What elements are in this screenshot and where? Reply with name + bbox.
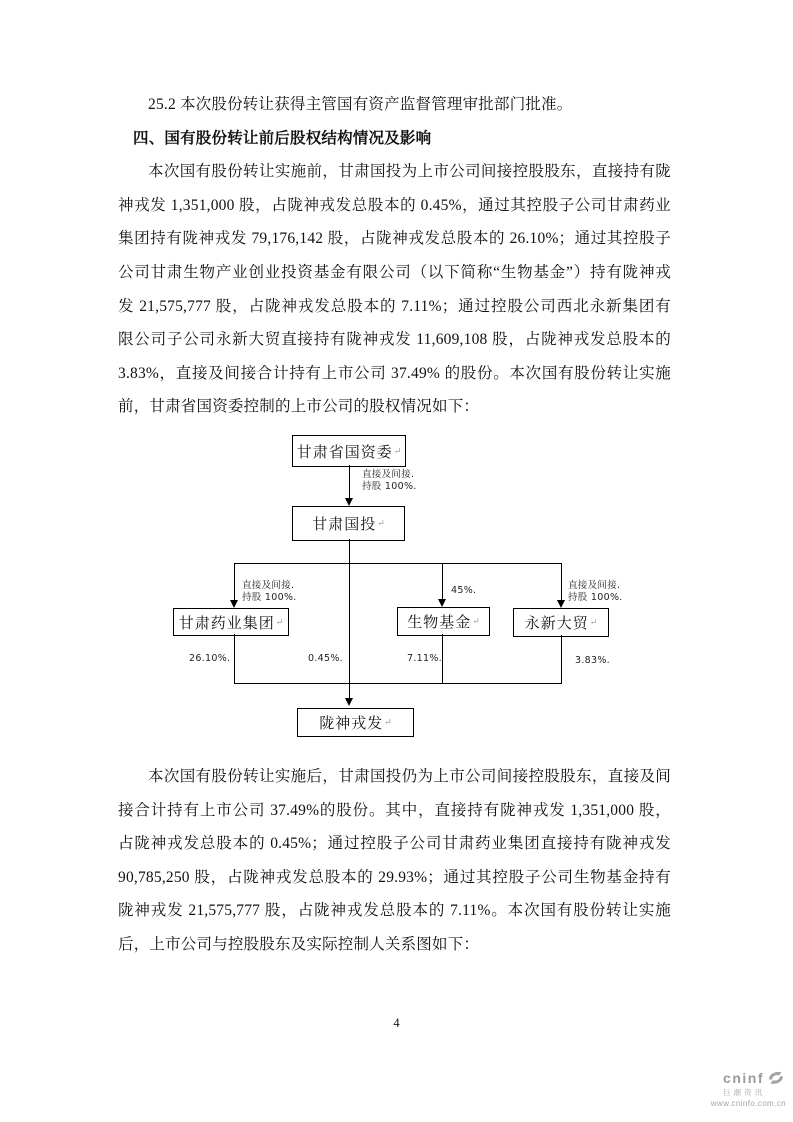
edge-label-line: 直接及间接. (362, 469, 415, 480)
node-trade (513, 608, 609, 637)
cninfo-logo (676, 1070, 786, 1108)
page-number: 4 (393, 1016, 400, 1030)
node-biofund-label: 生物基金 (407, 615, 472, 631)
edge-trade-listed (561, 635, 562, 684)
edge-label-line: 直接及间接. (242, 580, 295, 591)
node-pharma (173, 608, 289, 636)
node-investor (292, 506, 405, 541)
node-listed-label: 陇神戎发 (319, 716, 384, 732)
logo-url: www.cninfo.com.cn (710, 1099, 786, 1108)
arrowhead-icon (345, 698, 353, 706)
node-gov (292, 435, 406, 467)
edge-label-investor-pharma (242, 580, 297, 604)
node-gov-label: 甘肃省国资委 (296, 444, 393, 461)
edge-label-line: 直接及间接. (568, 580, 621, 591)
logo-chinese-name: 巨潮资讯 (723, 1088, 765, 1097)
para-line: 占陇神戎发总股本的 0.45%；通过控股子公司甘肃药业集团直接持有陇神戎发 (118, 835, 671, 853)
pct-label-direct: 0.45%. (308, 653, 343, 664)
para-line: 前，甘肃省国资委控制的上市公司的股权情况如下： (118, 398, 480, 416)
para-line: 公司甘肃生物产业创业投资基金有限公司（以下简称“生物基金”）持有陇神戎 (118, 263, 671, 281)
edge-pharma-listed (234, 634, 235, 684)
para-line: 发 21,575,777 股，占陇神戎发总股本的 7.11%；通过控股公司西北永新集团有 (118, 297, 671, 315)
edge-label-line: 持股 100%. (362, 481, 417, 492)
pct-label-biofund: 7.11%. (407, 653, 442, 664)
paragraph-mark: ↵ (589, 617, 598, 627)
edge-label-investor-trade (568, 580, 623, 604)
arrowhead-icon (345, 498, 353, 506)
edge-label-gov-investor (362, 469, 417, 493)
node-investor-label: 甘肃国投 (312, 517, 377, 533)
paragraph-mark: ↵ (393, 445, 402, 456)
pct-label-trade: 3.83%. (575, 655, 610, 666)
arrowhead-icon (438, 599, 446, 607)
branch-line-bottom (234, 683, 562, 684)
clause-25-2: 25.2 本次股份转让获得主管国有资产监督管理审批部门批准。 (148, 96, 573, 113)
paragraph-mark: ↵ (384, 717, 392, 727)
para-line: 后，上市公司与控股股东及实际控制人关系图如下： (118, 935, 480, 953)
para-line: 接合计持有上市公司 37.49%的股份。其中，直接持有陇神戎发 1,351,000 股， (118, 801, 671, 819)
section-heading: 四、国有股份转让前后股权结构情况及影响 (133, 129, 432, 147)
branch-line-top (234, 563, 562, 564)
logo-row (676, 1070, 786, 1086)
para-line: 集团持有陇神戎发 79,176,142 股，占陇神戎发总股本的 26.10%；通过其控股子 (118, 230, 671, 248)
pct-label-pharma: 26.10%. (189, 653, 231, 664)
edge-label-investor-biofund: 45%. (451, 585, 477, 596)
para-line: 限公司子公司永新大贸直接持有陇神戎发 11,609,108 股，占陇神戎发总股本的 (118, 331, 671, 349)
node-trade-label: 永新大贸 (524, 616, 589, 632)
logo-wordmark: cninf (723, 1070, 764, 1086)
node-listed (297, 708, 414, 737)
node-biofund (397, 607, 490, 636)
node-pharma-label: 甘肃药业集团 (178, 615, 275, 632)
para-line: 本次国有股份转让实施后，甘肃国投仍为上市公司间接控股股东，直接及间 (148, 768, 671, 785)
edge-label-line: 持股 100%. (242, 592, 297, 603)
edge-investor-trade (561, 563, 562, 601)
para-line: 90,785,250 股，占陇神戎发总股本的 29.93%；通过其控股子公司生物基金持有 (118, 868, 671, 886)
arrowhead-icon (557, 600, 565, 608)
edge-biofund-listed (442, 634, 443, 684)
edge-investor-pharma (234, 563, 235, 601)
paragraph-mark: ↵ (275, 616, 284, 627)
paragraph-after-transfer (118, 760, 671, 962)
edge-label-line: 持股 100%. (568, 592, 623, 603)
para-line: 神戎发 1,351,000 股，占陇神戎发总股本的 0.45%，通过其控股子公司甘肃药业 (118, 196, 671, 214)
swirl-icon (766, 1070, 786, 1086)
para-line: 本次国有股份转让实施前，甘肃国投为上市公司间接控股股东，直接持有陇 (148, 163, 671, 181)
para-line: 3.83%，直接及间接合计持有上市公司 37.49% 的股份。本次国有股份转让实施 (118, 364, 671, 382)
paragraph-mark: ↵ (472, 616, 480, 626)
arrowhead-icon (230, 600, 238, 608)
edge-investor-biofund (442, 563, 443, 599)
paragraph-mark: ↵ (377, 518, 385, 528)
edge-gov-investor (349, 465, 350, 499)
para-line: 陇神戎发 21,575,777 股，占陇神戎发总股本的 7.11%。本次国有股份转让实施 (118, 902, 671, 920)
